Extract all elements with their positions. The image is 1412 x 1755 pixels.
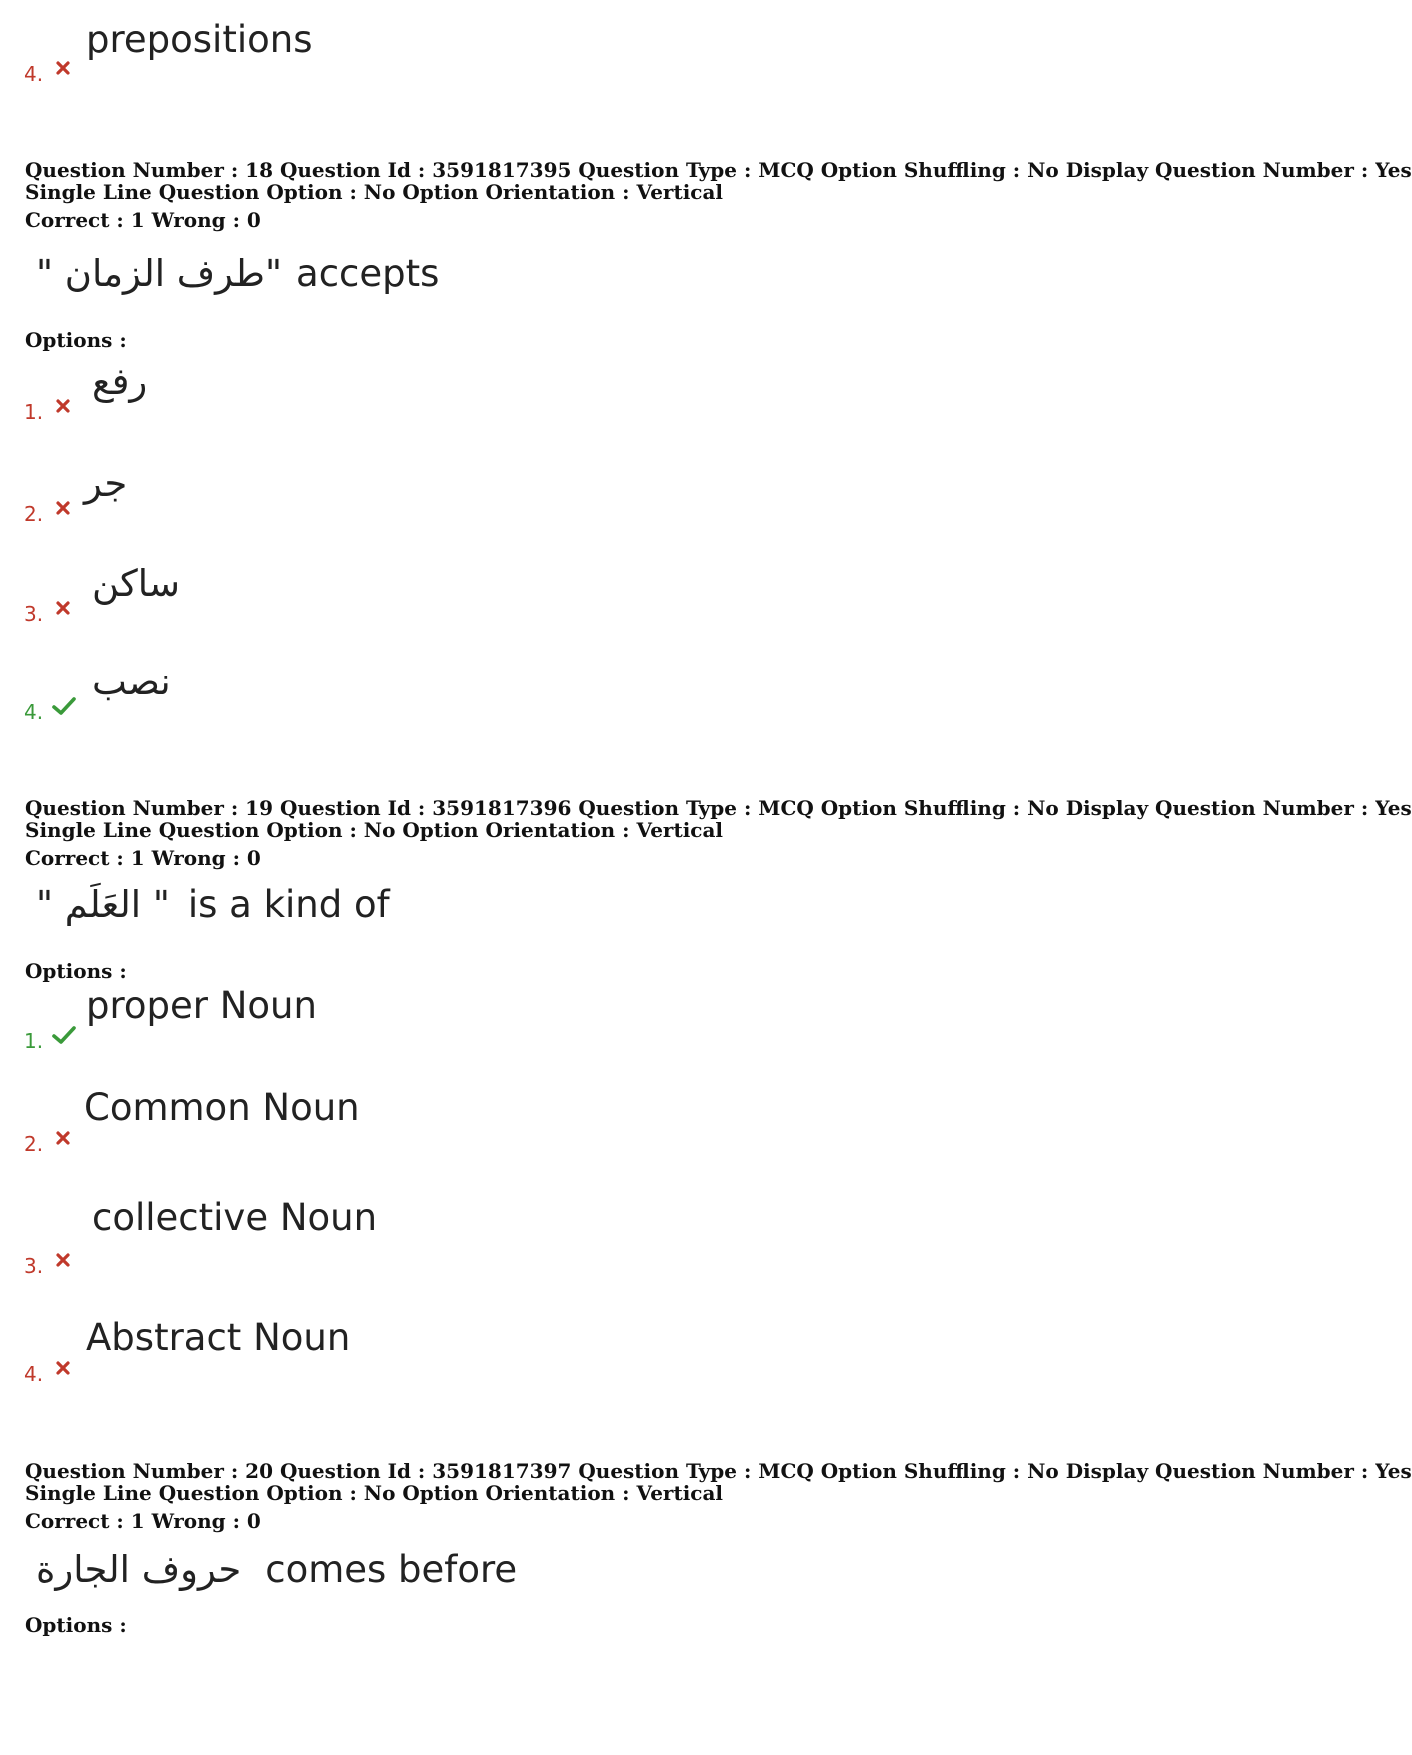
question-stem-arabic: "طرف الزمان " [36, 252, 283, 295]
question-meta-line3: Correct : 1 Wrong : 0 [25, 846, 261, 870]
option-text: collective Noun [92, 1196, 378, 1239]
question-stem-english: accepts [296, 252, 440, 295]
option-number: 3. [24, 1254, 44, 1278]
option-text: نصب [92, 660, 171, 703]
question-meta-line1: Question Number : 18 Question Id : 3591817395 Question Type : MCQ Option Shuffling : No Display Question Number : Yes [25, 158, 1412, 182]
question-stem-english: is a kind of [187, 883, 390, 926]
wrong-icon [55, 1130, 71, 1146]
option-number: 1. [24, 1029, 44, 1053]
option-number: 4. [24, 700, 44, 724]
question-stem-arabic: " العَلَم " [36, 883, 170, 926]
option-text: prepositions [86, 18, 313, 61]
question-stem [36, 252, 439, 295]
question-meta-line3: Correct : 1 Wrong : 0 [25, 208, 261, 232]
question-meta-line1: Question Number : 19 Question Id : 3591817396 Question Type : MCQ Option Shuffling : No Display Question Number : Yes [25, 796, 1412, 820]
question-meta-line2: Single Line Question Option : No Option Orientation : Vertical [25, 818, 724, 842]
option-text: Common Noun [84, 1086, 360, 1129]
question-stem [36, 883, 390, 926]
options-label: Options : [25, 959, 127, 983]
check-icon [52, 696, 76, 716]
wrong-icon [55, 398, 71, 414]
check-icon [52, 1025, 76, 1045]
question-meta-line2: Single Line Question Option : No Option Orientation : Vertical [25, 180, 724, 204]
wrong-icon [55, 500, 71, 516]
question-meta-line1: Question Number : 20 Question Id : 3591817397 Question Type : MCQ Option Shuffling : No Display Question Number : Yes [25, 1459, 1412, 1483]
option-number: 1. [24, 400, 44, 424]
question-stem-english: comes before [265, 1548, 518, 1591]
wrong-icon [55, 60, 71, 76]
option-number: 3. [24, 602, 44, 626]
wrong-icon [55, 1252, 71, 1268]
wrong-icon [55, 600, 71, 616]
option-number: 4. [24, 1362, 44, 1386]
question-stem [36, 1548, 517, 1591]
option-number: 2. [24, 1132, 44, 1156]
question-meta-line2: Single Line Question Option : No Option Orientation : Vertical [25, 1481, 724, 1505]
option-text: proper Noun [86, 984, 317, 1027]
question-meta-line3: Correct : 1 Wrong : 0 [25, 1509, 261, 1533]
question-stem-arabic: حروف الجارة [36, 1548, 242, 1591]
option-text: جر [84, 462, 128, 505]
option-number: 4. [24, 62, 44, 86]
options-label: Options : [25, 1613, 127, 1637]
option-text: رفع [92, 360, 148, 403]
option-text: ساكن [92, 562, 181, 605]
option-number: 2. [24, 502, 44, 526]
option-text: Abstract Noun [86, 1316, 351, 1359]
wrong-icon [55, 1360, 71, 1376]
options-label: Options : [25, 328, 127, 352]
